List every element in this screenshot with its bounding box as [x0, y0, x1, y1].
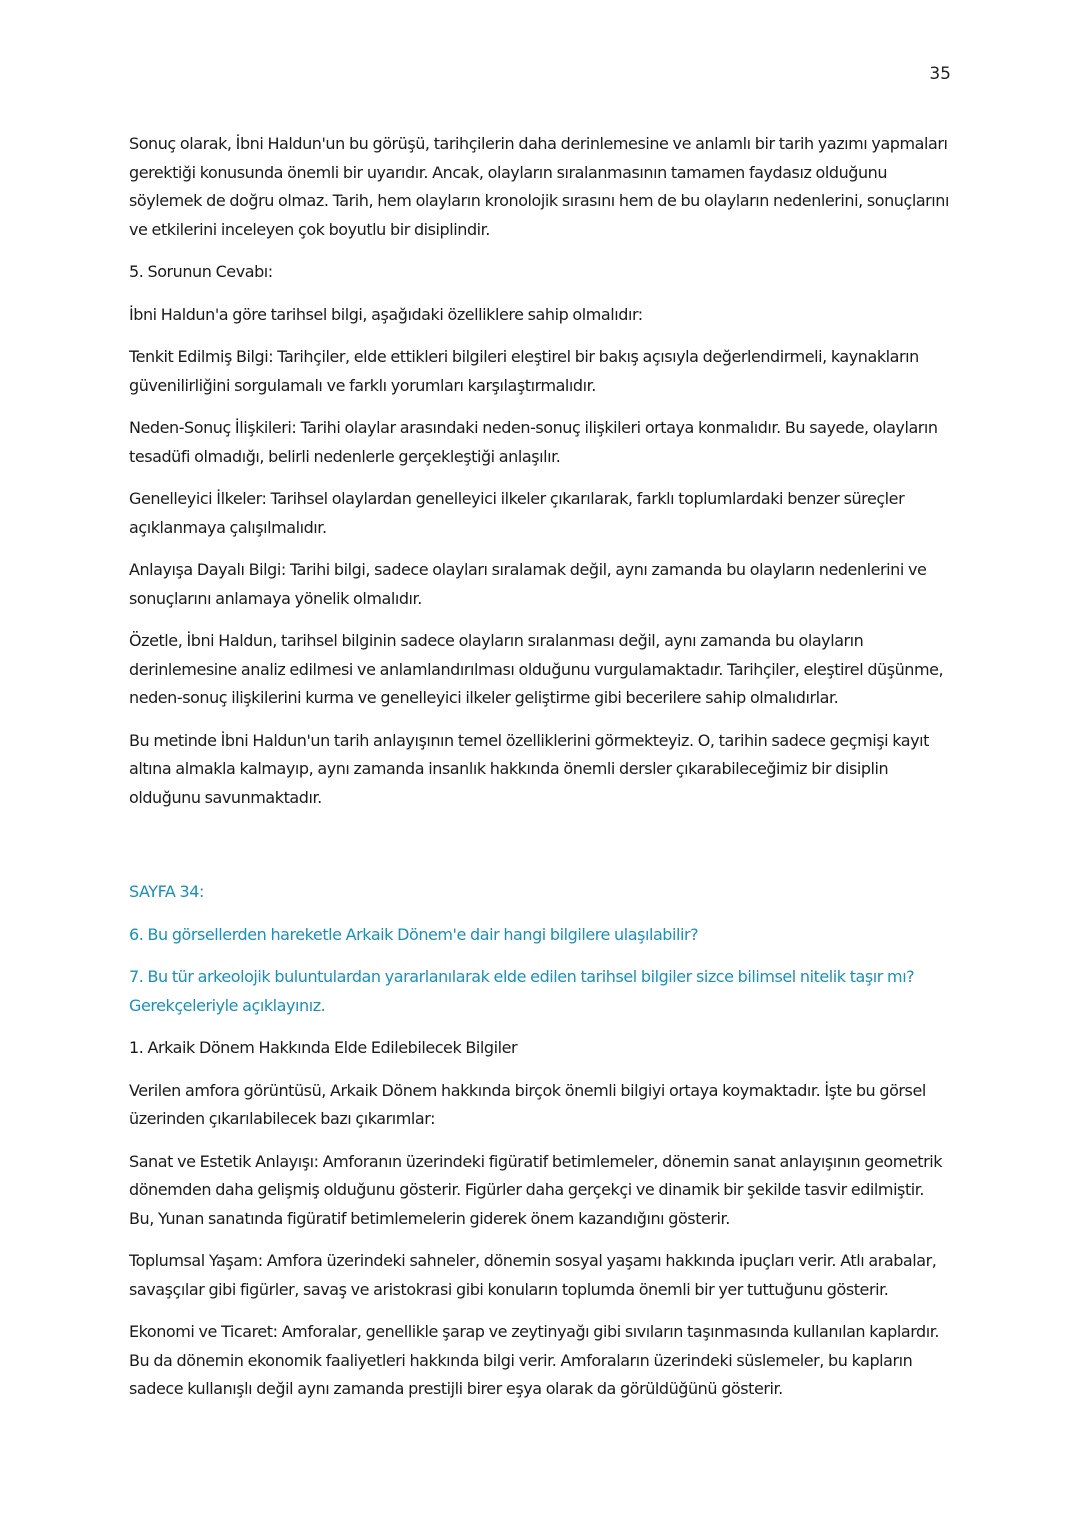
answer-heading: 5. Sorunun Cevabı:	[129, 262, 273, 281]
paragraph-economy-trade: Ekonomi ve Ticaret: Amforalar, genellikle şarap ve zeytinyağı gibi sıvıların taşınmasında kullanılan kaplardır. Bu da dönemin ekonomik faaliyetleri hakkında bilgi verir. Amforaların üzerindeki süslemeler, bu kapların sadece kullanışlı değil aynı zamanda prestijli birer eşya olarak da görüldüğünü gösterir.	[129, 1322, 940, 1398]
section-heading: SAYFA 34:	[129, 882, 204, 901]
question-6: 6. Bu görsellerden hareketle Arkaik Dönem'e dair hangi bilgilere ulaşılabilir?	[129, 924, 699, 944]
page-content	[129, 130, 951, 1418]
section-spacer	[129, 826, 951, 878]
paragraph-conclusion: Sonuç olarak, İbni Haldun'un bu görüşü, tarihçilerin daha derinlemesine ve anlamlı bir tarih yazımı yapmaları gerektiği konusunda önemli bir uyarıdır. Ancak, olayların sıralanmasının tamamen faydasız olduğunu söylemek de doğru olmaz. Tarih, hem olayların kronolojik sırasını hem de bu olayların nedenlerini, sonuçlarını ve etkilerini inceleyen çok boyutlu bir disiplindir.	[129, 134, 949, 239]
answer-subheading: 1. Arkaik Dönem Hakkında Elde Edilebilecek Bilgiler	[129, 1038, 518, 1057]
paragraph-understanding-knowledge: Anlayışa Dayalı Bilgi: Tarihi bilgi, sadece olayları sıralamak değil, aynı zamanda bu olayların nedenlerini ve sonuçlarını anlamaya yönelik olmalıdır.	[129, 560, 927, 608]
paragraph-art-aesthetics: Sanat ve Estetik Anlayışı: Amforanın üzerindeki figüratif betimlemeler, dönemin sanat anlayışının geometrik dönemden daha gelişmiş olduğunu gösterir. Figürler daha gerçekçi ve dinamik bir şekilde tasvir edilmiştir. Bu, Yunan sanatında figüratif betimlemelerin giderek önem kazandığını gösterir.	[129, 1151, 943, 1228]
paragraph-amphora-intro: Verilen amfora görüntüsü, Arkaik Dönem hakkında birçok önemli bilgiyi ortaya koymaktadır. İşte bu görsel üzerinden çıkarılabilecek bazı çıkarımlar:	[129, 1080, 926, 1128]
paragraph-summary: Özetle, İbni Haldun, tarihsel bilginin sadece olayların sıralanması değil, aynı zamanda bu olayların derinlemesine analiz edilmesi ve anlamlandırılması olduğunu vurgulamaktadır. Tarihçiler, eleştirel düşünme, neden-sonuç ilişkilerini kurma ve genelleyici ilkeler geliştirme gibi becerilere sahip olmalıdırlar.	[129, 631, 944, 707]
paragraph-cause-effect: Neden-Sonuç İlişkileri: Tarihi olaylar arasındaki neden-sonuç ilişkileri ortaya konmalıdır. Bu sayede, olayların tesadüfi olmadığı, belirli nedenlerle gerçekleştiği anlaşılır.	[129, 418, 938, 466]
paragraph-intro: İbni Haldun'a göre tarihsel bilgi, aşağıdaki özelliklere sahip olmalıdır:	[129, 304, 643, 324]
question-7: 7. Bu tür arkeolojik buluntulardan yararlanılarak elde edilen tarihsel bilgiler sizce bilimsel nitelik taşır mı? Gerekçeleriyle açıklayınız.	[129, 967, 915, 1015]
paragraph-general-principles: Genelleyici İlkeler: Tarihsel olaylardan genelleyici ilkeler çıkarılarak, farklı toplumlardaki benzer süreçler açıklanmaya çalışılmalıdır.	[129, 489, 905, 537]
page-number: 35	[929, 64, 951, 84]
paragraph-social-life: Toplumsal Yaşam: Amfora üzerindeki sahneler, dönemin sosyal yaşamı hakkında ipuçları verir. Atlı arabalar, savaşçılar gibi figürler, savaş ve aristokrasi gibi konuların toplumda önemli bir yer tuttuğunu gösterir.	[129, 1251, 937, 1299]
paragraph-closing: Bu metinde İbni Haldun'un tarih anlayışının temel özelliklerini görmekteyiz. O, tarihin sadece geçmişi kayıt altına almakla kalmayıp, aynı zamanda insanlık hakkında önemli dersler çıkarabileceğimiz bir disiplin olduğunu savunmaktadır.	[129, 730, 929, 807]
paragraph-criticized-knowledge: Tenkit Edilmiş Bilgi: Tarihçiler, elde ettikleri bilgileri eleştirel bir bakış açısıyla değerlendirmeli, kaynakların güvenilirliğini sorgulamalı ve farklı yorumları karşılaştırmalıdır.	[129, 347, 919, 395]
